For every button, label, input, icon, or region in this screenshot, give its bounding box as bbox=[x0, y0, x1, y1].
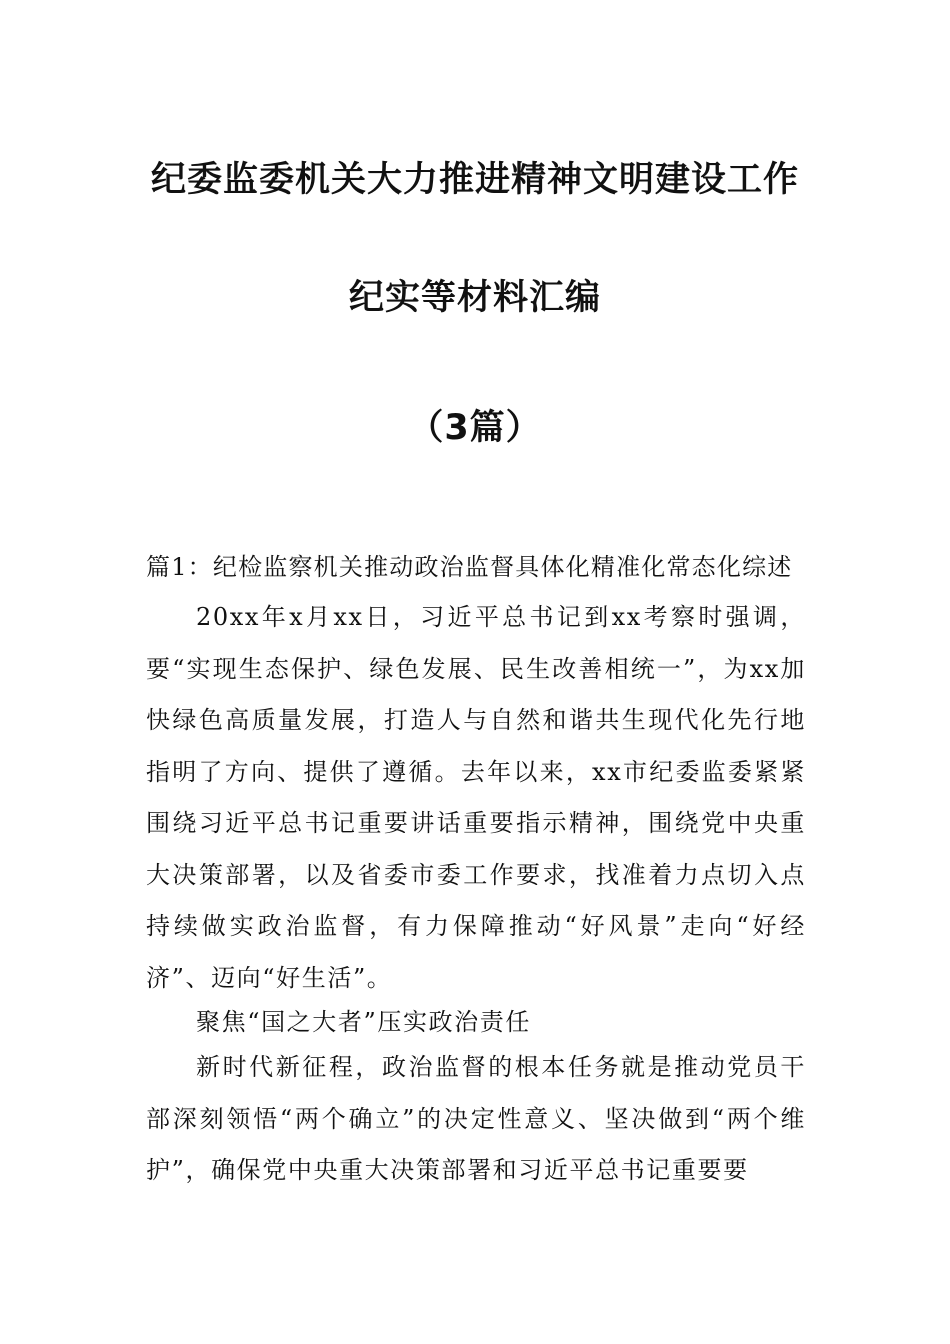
document-title-count: （3篇） bbox=[408, 408, 542, 448]
body-paragraph: 20xx年x月xx日，习近平总书记到xx考察时强调，要“实现生态保护、绿色发展、民生改善相统一”，为xx加快绿色高质量发展，打造人与自然和谐共生现代化先行地指明了方向、提供了遵循。去年以来，xx市纪委监委紧紧围绕习近平总书记重要讲话重要指示精神，围绕党中央重大决策部署，以及省委市委工作要求，找准着力点切入点持续做实政治监督，有力保障推动“好风景”走向“好经济”、迈向“好生活”。 bbox=[146, 603, 806, 992]
body-paragraph-block bbox=[146, 592, 806, 1004]
section-subheading: 聚焦“国之大者”压实政治责任 bbox=[196, 1008, 531, 1036]
document-title-line-2: 纪实等材料汇编 bbox=[348, 278, 601, 318]
document-title-line-1: 纪委监委机关大力推进精神文明建设工作 bbox=[150, 160, 799, 200]
article-heading: 篇1：纪检监察机关推动政治监督具体化精准化常态化综述 bbox=[146, 553, 793, 581]
body-paragraph: 新时代新征程，政治监督的根本任务就是推动党员干部深刻领悟“两个确立”的决定性意义、坚决做到“两个维护”，确保党中央重大决策部署和习近平总书记重要要 bbox=[146, 1053, 806, 1184]
body-paragraph-block bbox=[146, 1042, 806, 1197]
